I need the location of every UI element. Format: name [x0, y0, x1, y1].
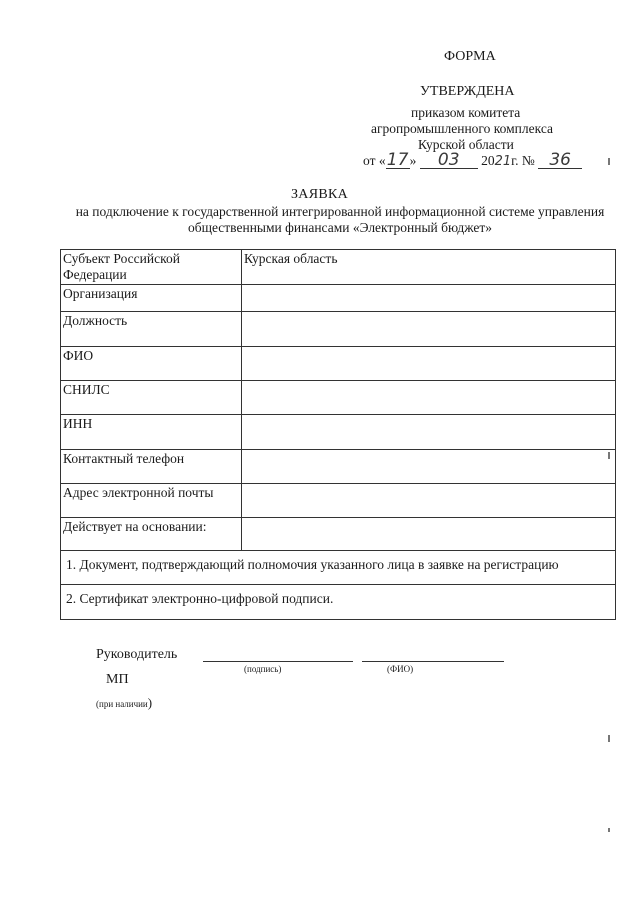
approved-label: УТВЕРЖДЕНА: [420, 84, 515, 99]
order-line: приказом комитета: [411, 105, 521, 120]
signatory-role: Руководитель: [96, 647, 178, 662]
row-label: Должность: [61, 312, 242, 347]
stamp-label: МП: [106, 672, 129, 687]
attachment-row: [61, 551, 616, 585]
row-value[interactable]: [242, 312, 616, 347]
approval-date-line: [363, 152, 582, 169]
row-value[interactable]: Курская область: [242, 250, 616, 285]
signature-caption: (подпись): [244, 664, 282, 674]
table-row: [61, 285, 616, 312]
scan-speck: [608, 828, 610, 832]
row-value[interactable]: [242, 450, 616, 484]
date-year-suffix: 21: [494, 154, 512, 169]
application-form-table: [60, 249, 616, 620]
date-year-prefix: 20: [481, 153, 495, 168]
row-label: ФИО: [61, 347, 242, 381]
row-label: Контактный телефон: [61, 450, 242, 484]
committee-line: агропромышленного комплекса: [371, 121, 553, 136]
date-mid: »: [409, 153, 417, 168]
document-title: ЗАЯВКА: [290, 187, 349, 202]
row-label: Действует на основании:: [61, 518, 242, 551]
row-value[interactable]: [242, 347, 616, 381]
row-label: Субъект Российской Федерации: [61, 250, 242, 285]
date-prefix: от «: [363, 153, 386, 168]
document-subtitle: на подключение к государственной интегрированной информационной системе управления общественными финансами «Электронный бюджет»: [75, 204, 605, 235]
table-row: [61, 518, 616, 551]
date-month: 03: [420, 152, 478, 169]
region-line: Курской области: [418, 137, 514, 152]
date-number-label: г. №: [511, 153, 535, 168]
row-label: Адрес электронной почты: [61, 484, 242, 518]
table-row: [61, 415, 616, 450]
signature-line: [203, 661, 353, 662]
attachment-item: 1. Документ, подтверждающий полномочия указанного лица в заявке на регистрацию: [61, 551, 616, 585]
row-value[interactable]: [242, 415, 616, 450]
table-row: [61, 381, 616, 415]
attachment-item: 2. Сертификат электронно-цифровой подписи.: [61, 585, 616, 620]
row-label: ИНН: [61, 415, 242, 450]
row-value[interactable]: [242, 381, 616, 415]
table-row: [61, 312, 616, 347]
stamp-note-text: (при наличии: [96, 699, 148, 709]
row-value[interactable]: [242, 484, 616, 518]
row-label: СНИЛС: [61, 381, 242, 415]
form-label: ФОРМА: [444, 49, 496, 64]
scan-speck: [608, 735, 610, 742]
table-row: [61, 450, 616, 484]
attachment-row: [61, 585, 616, 620]
name-caption: (ФИО): [387, 664, 414, 674]
row-label: Организация: [61, 285, 242, 312]
table-row: [61, 484, 616, 518]
table-row: [61, 250, 616, 285]
name-line: [362, 661, 504, 662]
scan-speck: [608, 452, 610, 459]
date-day: 17: [386, 150, 409, 170]
row-value[interactable]: [242, 518, 616, 551]
row-value[interactable]: [242, 285, 616, 312]
scan-speck: [608, 158, 610, 165]
stamp-note-close: ): [147, 695, 153, 710]
stamp-note: [96, 695, 152, 711]
table-row: [61, 347, 616, 381]
order-number: 36: [538, 152, 582, 169]
